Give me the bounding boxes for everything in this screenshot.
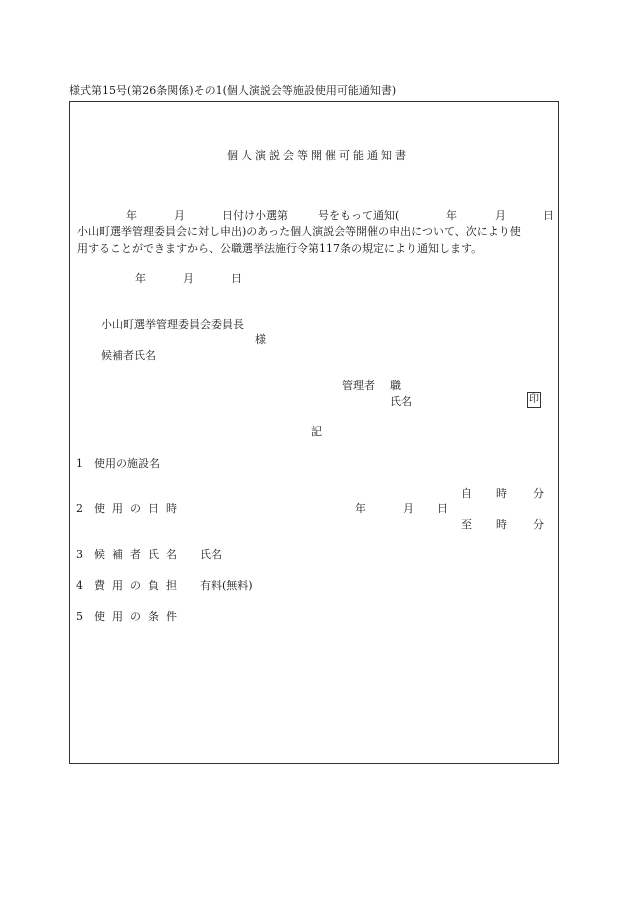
item4-label: 費用の負担: [94, 579, 184, 592]
item1-label: 使用の施設名: [94, 457, 160, 470]
body-number-notice: 号をもって通知(: [318, 209, 400, 222]
committee-chair: 小山町選挙管理委員会委員長: [101, 318, 244, 331]
item3-value: 氏名: [200, 548, 222, 561]
item4-value: 有料(無料): [200, 579, 253, 592]
manager-position: 職: [390, 379, 401, 392]
body-month: 月: [174, 209, 185, 222]
item2-year: 年: [355, 502, 366, 515]
honorific-sama: 様: [255, 333, 266, 346]
manager-name: 氏名: [390, 395, 412, 408]
time-to: 至: [461, 518, 472, 531]
body-day2: 日: [543, 209, 554, 222]
body-line2: 小山町選挙管理委員会に対し申出)のあった個人演説会等開催の申出について、次により使: [77, 225, 521, 238]
item2-number: 2: [76, 502, 83, 515]
item2-day: 日: [437, 502, 448, 515]
time-from: 自: [461, 487, 472, 500]
item3-label: 候補者氏名: [94, 548, 184, 561]
date-day: 日: [231, 272, 242, 285]
seal-stamp: 印: [527, 392, 541, 408]
item3-number: 3: [76, 548, 83, 561]
item2-label: 使用の日時: [94, 502, 184, 515]
candidate-name-label: 候補者氏名: [101, 349, 156, 362]
body-month2: 月: [495, 209, 506, 222]
item4-number: 4: [76, 579, 83, 592]
time-to-hour: 時: [496, 518, 507, 531]
time-to-minute: 分: [533, 518, 544, 531]
ki-heading: 記: [311, 425, 322, 438]
body-year: 年: [126, 209, 137, 222]
time-from-minute: 分: [533, 487, 544, 500]
item1-number: 1: [76, 457, 83, 470]
item5-number: 5: [76, 610, 83, 623]
body-line3: 用することができますから、公職選挙法施行令第117条の規定により通知します。: [77, 242, 483, 255]
item2-month: 月: [403, 502, 414, 515]
item5-label: 使用の条件: [94, 610, 184, 623]
form-header: 様式第15号(第26条関係)その1(個人演説会等施設使用可能通知書): [69, 84, 397, 97]
date-year: 年: [135, 272, 146, 285]
body-day-dated: 日付け小選第: [222, 209, 288, 222]
date-month: 月: [183, 272, 194, 285]
body-year2: 年: [446, 209, 457, 222]
document-title: 個人演説会等開催可能通知書: [227, 149, 409, 162]
time-from-hour: 時: [496, 487, 507, 500]
manager-label: 管理者: [342, 379, 375, 392]
